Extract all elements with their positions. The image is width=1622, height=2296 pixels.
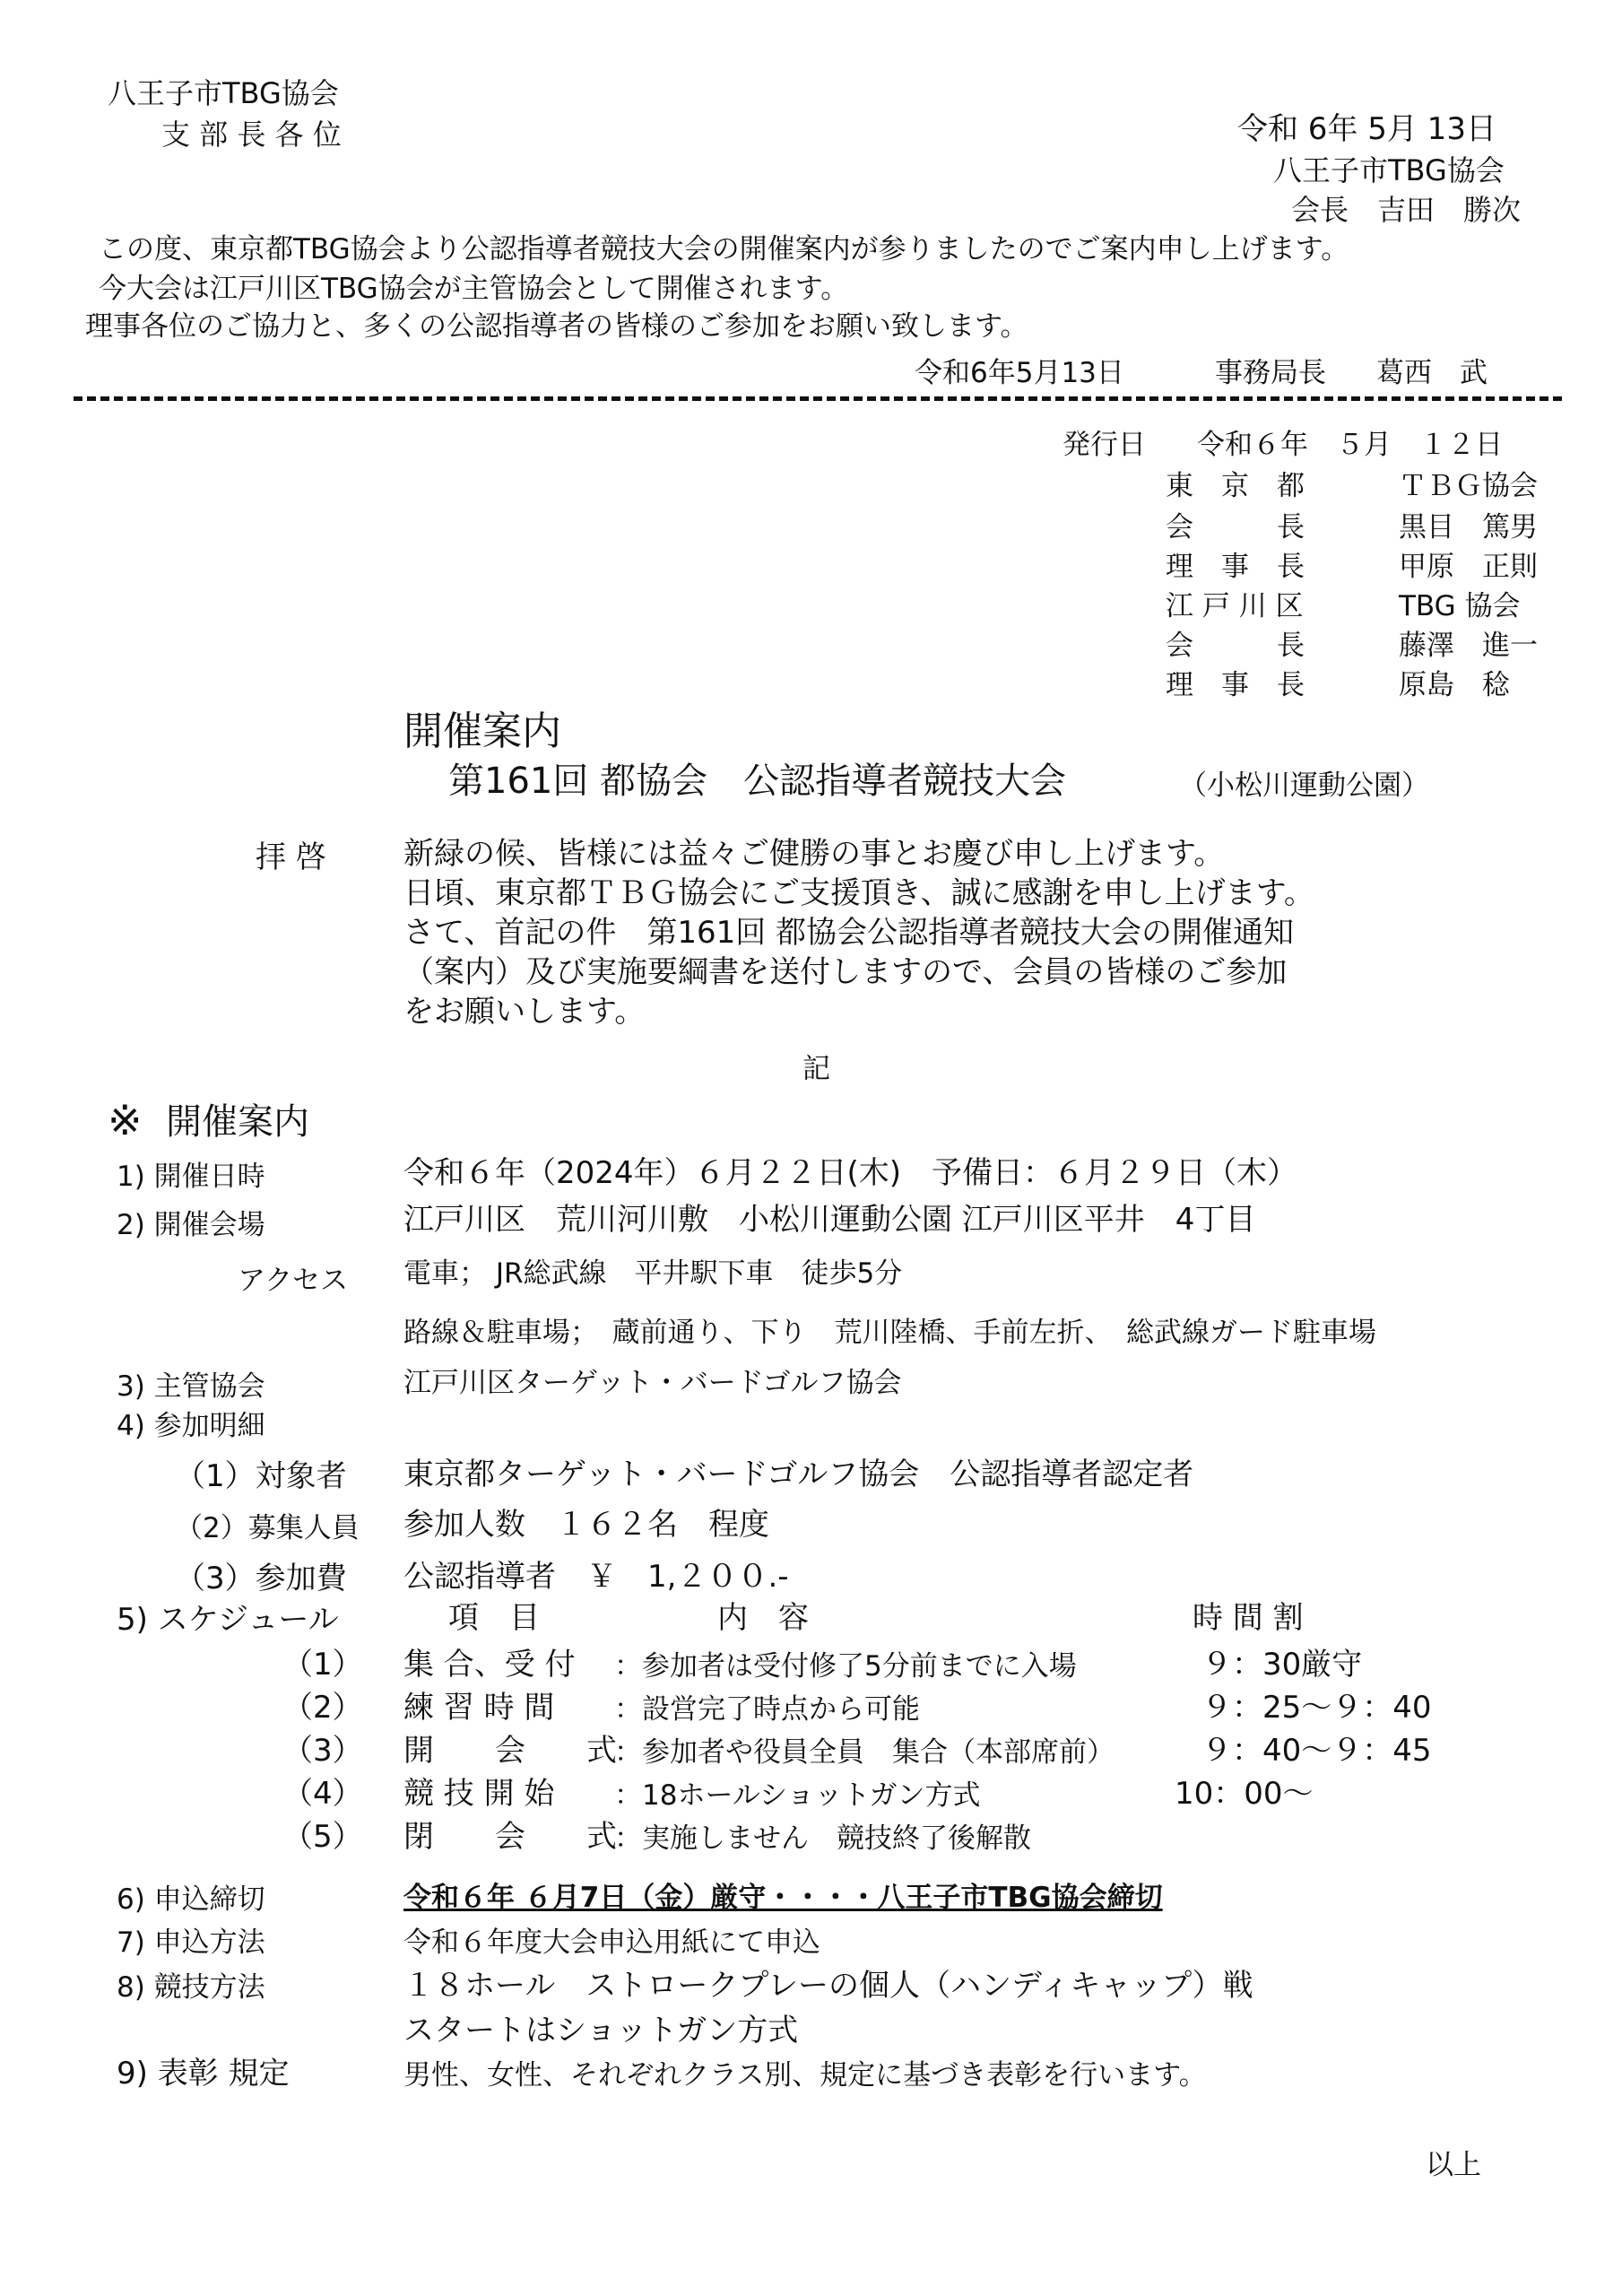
greeting-line: 日頃、東京都ＴＢＧ協会にご支援頂き、誠に感謝を申し上げます。 (403, 875, 1314, 911)
sub-value: 東京都ターゲット・バードゴルフ協会 公認指導者認定者 (403, 1457, 1194, 1492)
item-value: １８ホール ストロークプレーの個人（ハンディキャップ）戦 (403, 1968, 1253, 2004)
schedule-time: 10：00〜 (1175, 1776, 1314, 1812)
issue-date: 令和６年 ５月 １２日 (1197, 429, 1503, 461)
memo-footer-date: 令和6年5月13日 (915, 357, 1124, 389)
schedule-item: 閉 会 式 (403, 1819, 617, 1855)
item-label: 6) 申込締切 (117, 1883, 265, 1916)
schedule-time: ９：30厳守 (1201, 1647, 1363, 1683)
venue-note: （小松川運動公園） (1179, 770, 1429, 802)
schedule-item: 開 会 式 (403, 1733, 617, 1769)
sender: 会長 吉田 勝次 (1291, 193, 1522, 227)
greeting-line: 新緑の候、皆様には益々ご健勝の事とお慶び申し上げます。 (403, 836, 1225, 872)
schedule-header-time: 時 間 割 (1193, 1600, 1304, 1636)
schedule-desc: ：18ホールショットガン方式 (614, 1779, 981, 1812)
item-value: スタートはショットガン方式 (403, 2013, 799, 2048)
sender-org: 八王子市TBG協会 (1273, 153, 1505, 187)
sub-label: （2）募集人員 (175, 1512, 360, 1544)
schedule-item: 競 技 開 始 (403, 1776, 555, 1812)
item-value: 江戸川区ターゲット・バードゴルフ協会 (403, 1367, 902, 1399)
cut-line-divider (74, 396, 1562, 401)
recipient: 支 部 長 各 位 (161, 117, 342, 152)
officer-left: 会 長 (1166, 511, 1305, 544)
schedule-no: （2） (282, 1690, 363, 1726)
schedule-item: 集 合、受 付 (403, 1647, 576, 1683)
item-label: 2) 開催会場 (117, 1209, 265, 1241)
schedule-desc: ：設営完了時点から可能 (614, 1693, 920, 1726)
schedule-header-content: 内 容 (717, 1600, 809, 1636)
notice-title: 開催案内 (403, 709, 561, 754)
sub-label: （1）対象者 (175, 1458, 347, 1494)
officer-left: 理 事 長 (1166, 551, 1305, 583)
greeting-label: 拝 啓 (256, 839, 326, 875)
schedule-no: （1） (282, 1647, 363, 1683)
memo-line: この度、東京都TBG協会より公認指導者競技大会の開催案内が参りましたのでご案内申し上げます。 (99, 233, 1349, 265)
issue-label: 発行日 (1063, 429, 1146, 461)
officer-right: 黒目 篤男 (1399, 511, 1538, 544)
memo-footer-name: 葛西 武 (1376, 357, 1488, 389)
schedule-desc: ：参加者は受付修了5分前までに入場 (614, 1650, 1077, 1683)
item-label: 7) 申込方法 (117, 1926, 265, 1959)
schedule-no: （3） (282, 1733, 363, 1769)
sub-value: 公認指導者 ￥ 1,２００.- (403, 1559, 789, 1595)
officer-left: 江 戸 川 区 (1166, 590, 1304, 622)
officer-left: 理 事 長 (1166, 669, 1305, 701)
schedule-desc: ：実施しません 競技終了後解散 (614, 1822, 1031, 1855)
access-label: アクセス (238, 1265, 349, 1297)
officer-right: TBG 協会 (1399, 590, 1521, 622)
item-label: 5) スケジュール (117, 1602, 339, 1638)
sub-label: （3）参加費 (175, 1561, 347, 1596)
item-value: 江戸川区 荒川河川敷 小松川運動公園 江戸川区平井 4丁目 (403, 1202, 1256, 1238)
memo-line: 今大会は江戸川区TBG協会が主管協会として開催されます。 (99, 273, 849, 305)
greeting-line: さて、首記の件 第161回 都協会公認指導者競技大会の開催通知 (403, 915, 1295, 951)
item-label: 3) 主管協会 (117, 1370, 265, 1403)
access-value: 電車； JR総武線 平井駅下車 徒歩5分 (403, 1257, 903, 1290)
officer-right: 原島 稔 (1399, 669, 1510, 701)
officer-right: ＴＢＧ協会 (1399, 470, 1538, 502)
item-label: 4) 参加明細 (117, 1410, 265, 1442)
item-value: 令和６年度大会申込用紙にて申込 (403, 1926, 820, 1959)
memo-footer-role: 事務局長 (1215, 357, 1326, 389)
schedule-time: ９：40〜９：45 (1201, 1733, 1432, 1769)
schedule-no: （4） (282, 1776, 363, 1812)
memo-date: 令和 6年 5月 13日 (1237, 111, 1496, 147)
item-value: 令和６年（2024年）６月２２日(木) 予備日：６月２９日（木） (403, 1155, 1298, 1191)
closing-mark: 以上 (1426, 2149, 1481, 2181)
schedule-header-item: 項 目 (448, 1600, 540, 1636)
notice-subtitle: 第161回 都協会 公認指導者競技大会 (448, 761, 1067, 802)
greeting-line: をお願いします。 (403, 994, 646, 1030)
schedule-desc: ：参加者や役員全員 集合（本部席前） (614, 1736, 1115, 1769)
access-value: 路線＆駐車場； 蔵前通り、下り 荒川陸橋、手前左折、 総武線ガード駐車場 (403, 1317, 1376, 1349)
item-label: 8) 競技方法 (117, 1971, 265, 2004)
greeting-line: （案内）及び実施要綱書を送付しますので、会員の皆様のご参加 (403, 954, 1288, 990)
officer-right: 甲原 正則 (1399, 551, 1538, 583)
deadline-value: 令和６年 ６月7日（金）厳守・・・・八王子市TBG協会締切 (403, 1882, 1163, 1914)
recipient-org: 八王子市TBG協会 (108, 76, 339, 110)
schedule-time: ９：25〜９：40 (1201, 1690, 1432, 1726)
item-value: 男性、女性、それぞれクラス別、規定に基づき表彰を行います。 (403, 2059, 1207, 2092)
officer-left: 東 京 都 (1166, 470, 1305, 502)
memo-line: 理事各位のご協力と、多くの公認指導者の皆様のご参加をお願い致します。 (85, 310, 1028, 343)
officer-left: 会 長 (1166, 630, 1305, 662)
schedule-item: 練 習 時 間 (403, 1690, 555, 1726)
schedule-no: （5） (282, 1819, 363, 1855)
officer-right: 藤澤 進一 (1399, 630, 1538, 662)
ki-mark: 記 (802, 1053, 830, 1085)
section-mark: ※ (108, 1096, 143, 1144)
item-label: 1) 開催日時 (117, 1161, 265, 1193)
item-label: 9) 表彰 規定 (117, 2056, 290, 2092)
sub-value: 参加人数 １６２名 程度 (403, 1507, 769, 1543)
section-title: 開催案内 (166, 1101, 309, 1143)
